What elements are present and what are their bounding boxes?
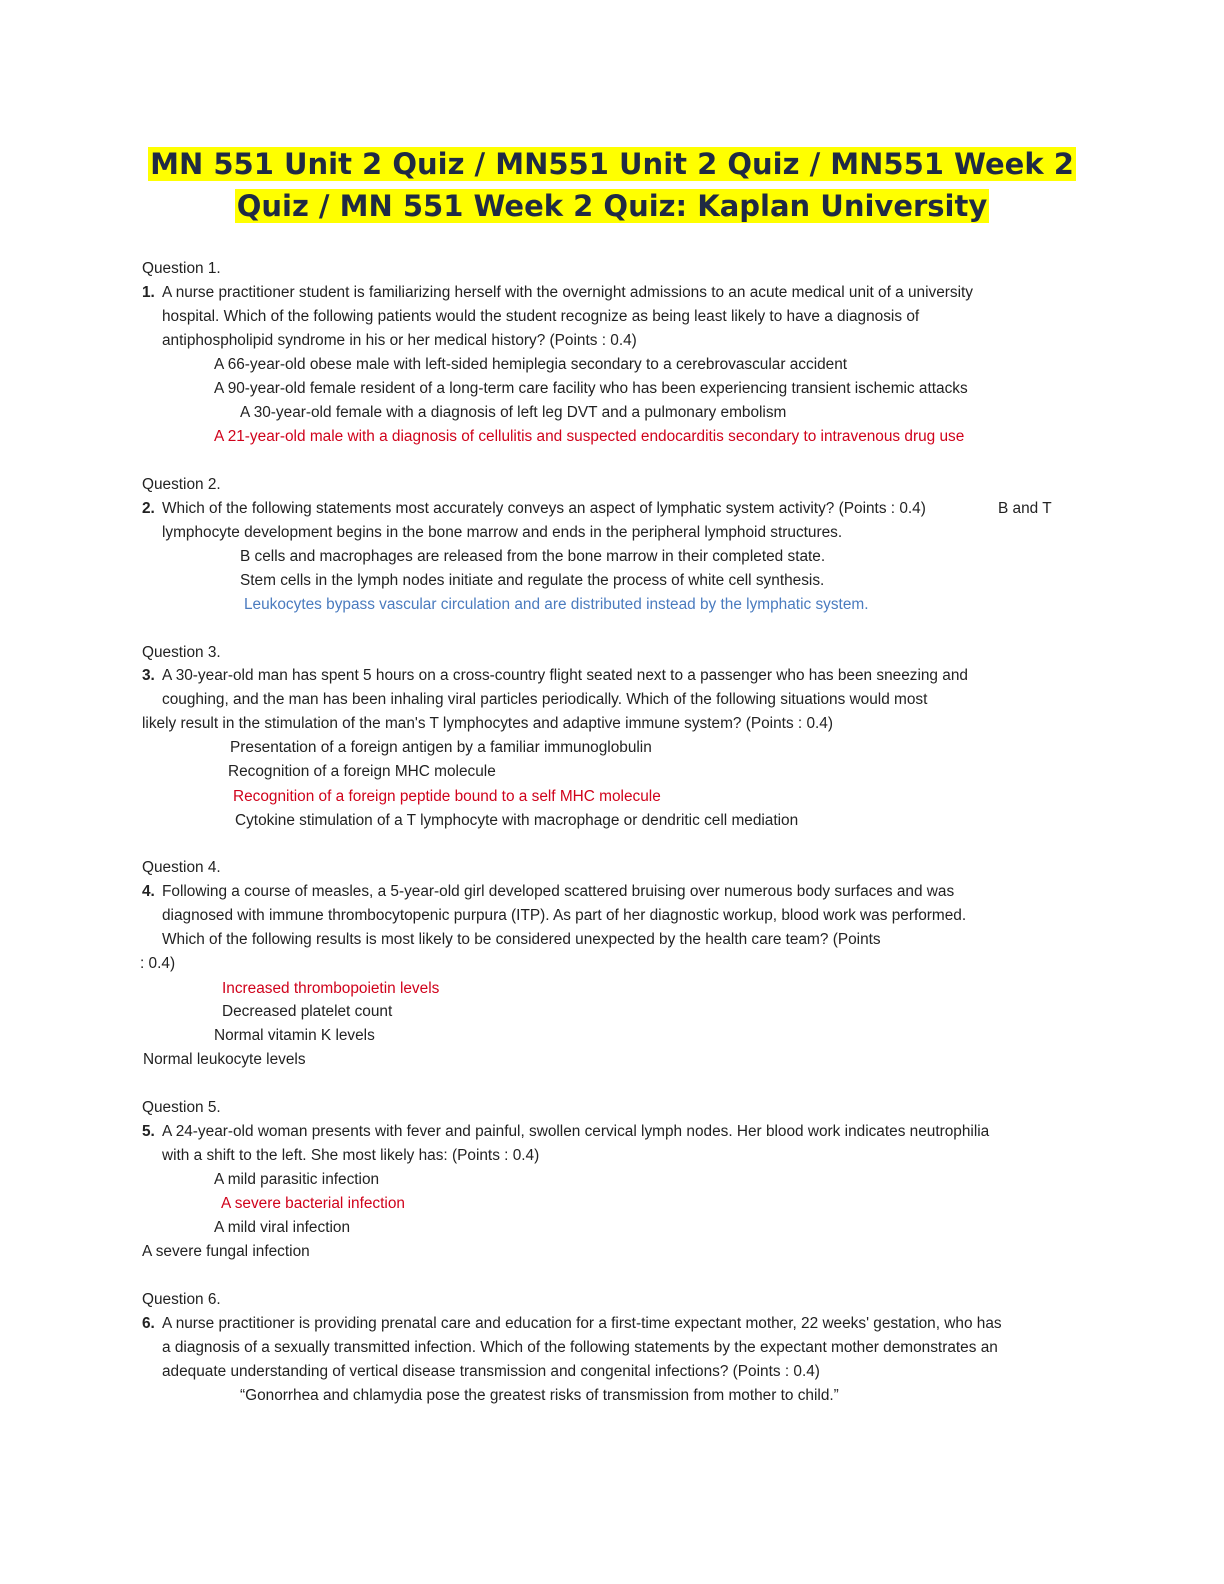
question-6-heading: Question 6. <box>142 1291 221 1308</box>
question-4-heading: Question 4. <box>142 859 221 876</box>
question-4-stem-line: diagnosed with immune thrombocytopenic purpura (ITP). As part of her diagnostic workup, blood work was performed. <box>162 907 967 924</box>
question-1-option-b: A 90-year-old female resident of a long-term care facility who has been experiencing transient ischemic attacks <box>214 380 968 397</box>
question-1-stem-line: antiphospholipid syndrome in his or her medical history? (Points : 0.4) <box>162 332 637 349</box>
question-3-option-b: Recognition of a foreign MHC molecule <box>228 763 496 780</box>
question-1-stem-line: hospital. Which of the following patients would the student recognize as being least likely to have a diagnosis of <box>162 308 920 325</box>
question-5-option-c: A mild viral infection <box>214 1219 351 1236</box>
document-title <box>0 143 1224 227</box>
question-4-number: 4. <box>142 883 155 900</box>
question-3-number: 3. <box>142 667 155 684</box>
question-2-option-b: B cells and macrophages are released from the bone marrow in their completed state. <box>240 548 826 565</box>
question-4-stem-line: : 0.4) <box>140 955 176 972</box>
question-4-stem-line: Which of the following results is most likely to be considered unexpected by the health care team? (Points <box>162 931 881 948</box>
question-5-option-d: A severe fungal infection <box>142 1243 310 1260</box>
question-3-stem-line: coughing, and the man has been inhaling viral particles periodically. Which of the following situations would most <box>162 691 928 708</box>
question-3-stem-line: A 30-year-old man has spent 5 hours on a cross-country flight seated next to a passenger who has been sneezing and <box>162 667 968 684</box>
question-1-number: 1. <box>142 284 155 301</box>
question-3-option-a: Presentation of a foreign antigen by a familiar immunoglobulin <box>230 739 652 756</box>
question-1-option-a: A 66-year-old obese male with left-sided hemiplegia secondary to a cerebrovascular accident <box>214 356 848 373</box>
question-4-option-d: Normal leukocyte levels <box>143 1051 306 1068</box>
question-4-stem-line: Following a course of measles, a 5-year-old girl developed scattered bruising over numerous body surfaces and was <box>162 883 955 900</box>
question-3-heading: Question 3. <box>142 644 221 661</box>
question-2-stem-line: Which of the following statements most accurately conveys an aspect of lymphatic system activity? (Points : 0.4) <box>162 500 926 517</box>
question-3-stem-line: likely result in the stimulation of the man's T lymphocytes and adaptive immune system? (Points : 0.4) <box>142 715 833 732</box>
question-4-option-a-answer: Increased thrombopoietin levels <box>222 980 440 997</box>
question-2-option-d-answer: Leukocytes bypass vascular circulation and are distributed instead by the lymphatic system. <box>244 596 869 613</box>
title-line-1: MN 551 Unit 2 Quiz / MN551 Unit 2 Quiz / MN551 Week 2 <box>150 147 1074 181</box>
question-5-heading: Question 5. <box>142 1099 221 1116</box>
question-5-option-a: A mild parasitic infection <box>214 1171 380 1188</box>
question-1-option-c: A 30-year-old female with a diagnosis of left leg DVT and a pulmonary embolism <box>240 404 787 421</box>
question-5-stem-line: with a shift to the left. She most likely has: (Points : 0.4) <box>162 1147 540 1164</box>
question-1-option-d-answer: A 21-year-old male with a diagnosis of cellulitis and suspected endocarditis secondary to intravenous drug use <box>214 428 965 445</box>
question-6-stem-line: adequate understanding of vertical disease transmission and congenital infections? (Points : 0.4) <box>162 1363 820 1380</box>
question-4-option-c: Normal vitamin K levels <box>214 1027 375 1044</box>
question-6-stem-line: A nurse practitioner is providing prenatal care and education for a first-time expectant mother, 22 weeks' gestation, who has <box>162 1315 1002 1332</box>
title-line-2: Quiz / MN 551 Week 2 Quiz: Kaplan University <box>236 189 988 223</box>
question-6-number: 6. <box>142 1315 155 1332</box>
question-5-number: 5. <box>142 1123 155 1140</box>
question-2-option-a-start: B and T <box>998 500 1052 517</box>
question-4-option-b: Decreased platelet count <box>222 1003 393 1020</box>
question-2-option-c: Stem cells in the lymph nodes initiate and regulate the process of white cell synthesis. <box>240 572 825 589</box>
question-3-option-c-answer: Recognition of a foreign peptide bound to a self MHC molecule <box>233 788 661 805</box>
question-1-heading: Question 1. <box>142 260 221 277</box>
question-6-stem-line: a diagnosis of a sexually transmitted infection. Which of the following statements by the expectant mother demonstrates an <box>162 1339 998 1356</box>
question-2-option-a: lymphocyte development begins in the bone marrow and ends in the peripheral lymphoid structures. <box>162 524 843 541</box>
question-5-option-b-answer: A severe bacterial infection <box>221 1195 405 1212</box>
question-3-option-d: Cytokine stimulation of a T lymphocyte with macrophage or dendritic cell mediation <box>235 812 799 829</box>
question-2-heading: Question 2. <box>142 476 221 493</box>
question-2-number: 2. <box>142 500 155 517</box>
question-1-stem-line: A nurse practitioner student is familiarizing herself with the overnight admissions to an acute medical unit of a university <box>162 284 973 301</box>
question-6-option-a: “Gonorrhea and chlamydia pose the greatest risks of transmission from mother to child.” <box>240 1387 839 1404</box>
question-5-stem-line: A 24-year-old woman presents with fever and painful, swollen cervical lymph nodes. Her blood work indicates neutrophilia <box>162 1123 990 1140</box>
